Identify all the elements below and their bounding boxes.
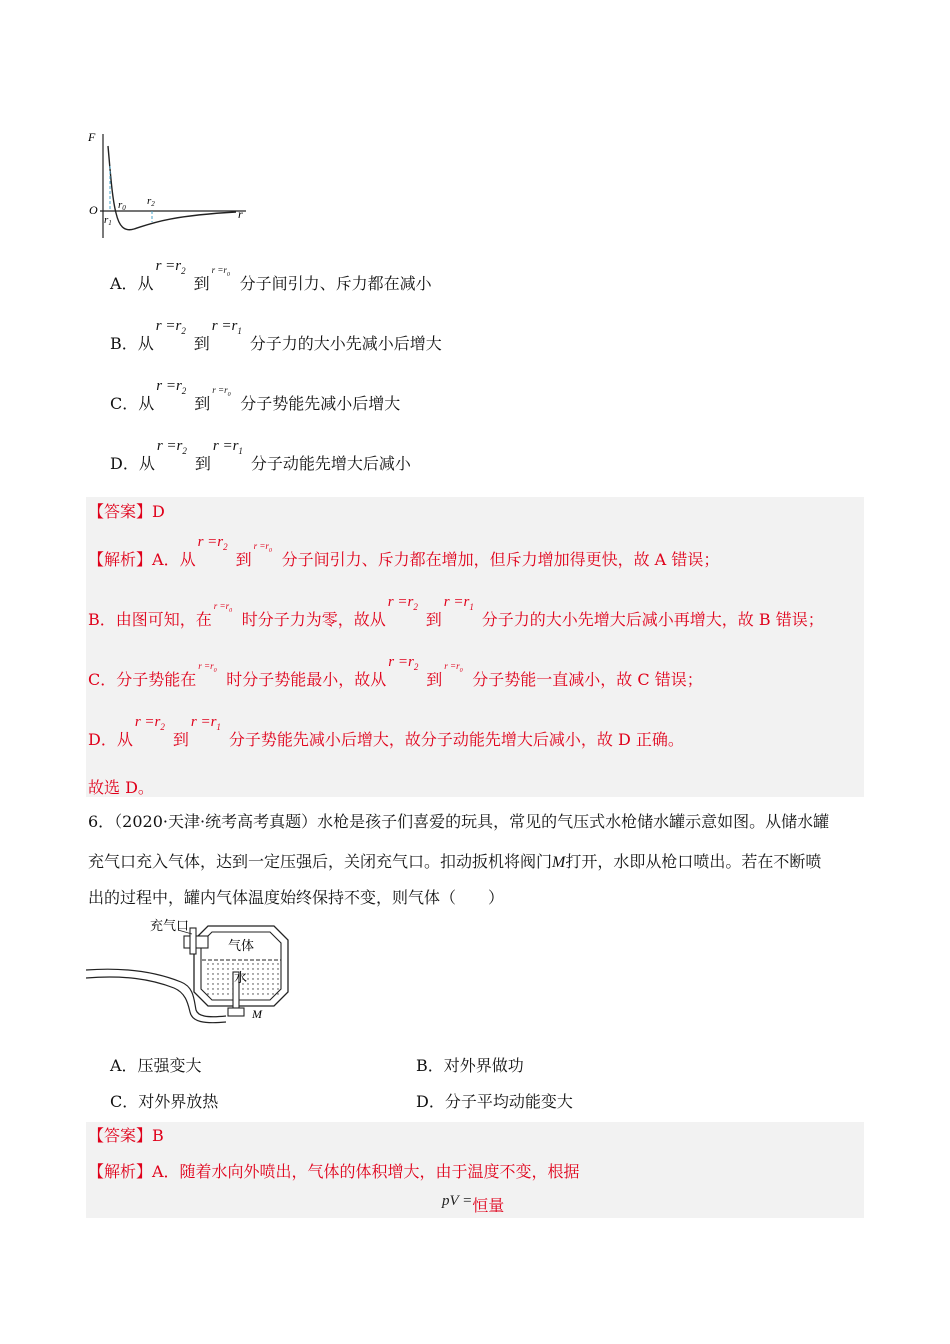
q5-answer: 【答案】D [88, 502, 165, 521]
q6-option-b: B．对外界做功 [416, 1056, 524, 1075]
q5-option-d: D．从 $r =r_2$ 到 $r =r_1$ 分子动能先增大后减小 [110, 438, 411, 473]
valve-label: M [252, 1007, 262, 1021]
water-gun-figure [86, 912, 302, 1034]
q5-analysis-c: C．分子势能在 $r =r_0$ 时分子势能最小，故从 $r =r_2$ 到 $r =r_0$ 分子势能一直减小，故 C 错误； [88, 654, 703, 689]
axis-f-label: F [88, 130, 96, 144]
q5-analysis-a: 【解析】A．从 $r =r_2$ 到 $r =r_0$ 分子间引力、斥力都在增加，但斥力增加得更快，故 A 错误； [88, 534, 720, 569]
q6-stem-line2: 充气口充入气体，达到一定压强后，关闭充气口。扣动扳机将阀门M打开，水即从枪口喷出。若在不断喷 [88, 852, 822, 871]
q6-option-c: C．对外界放热 [110, 1092, 219, 1111]
q6-analysis: 【解析】A．随着水向外喷出，气体的体积增大，由于温度不变，根据 [88, 1162, 580, 1181]
force-curve [108, 146, 236, 230]
axis-o-label: O [89, 203, 98, 217]
force-distance-graph [86, 128, 256, 238]
r1-label: r1 [104, 214, 112, 227]
water-label: 水 [234, 970, 248, 985]
inlet-label: 充气口 [150, 918, 190, 933]
q5-option-b: B．从 $r =r_2$ 到 $r =r_1$ 分子力的大小先减小后增大 [110, 318, 442, 353]
r0-label: r0 [118, 199, 126, 212]
q6-answer: 【答案】B [88, 1126, 164, 1145]
q5-analysis-d: D．从 $r =r_2$ 到 $r =r_1$ 分子势能先减小后增大，故分子动能先增大后减小，故 D 正确。 [88, 714, 684, 749]
q6-option-d: D．分子平均动能变大 [416, 1092, 573, 1111]
q6-stem-line3: 出的过程中，罐内气体温度始终保持不变，则气体（ ） [88, 888, 505, 907]
r2-label: r2 [147, 195, 155, 208]
gas-label: 气体 [228, 938, 255, 953]
inlet-cap [190, 928, 196, 954]
q5-option-c: C．从 $r =r_2$ 到 $r =r_0$ 分子势能先减小后增大 [110, 378, 401, 413]
q5-analysis-b: B．由图可知，在 $r =r_0$ 时分子力为零，故从 $r =r_2$ 到 $r =r_1$ 分子力的大小先增大后减小再增大，故 B 错误； [88, 594, 824, 629]
q5-option-a: A．从 $r =r_2$ 到 $r =r_0$ 分子间引力、斥力都在减小 [110, 258, 432, 293]
q5-conclusion: 故选 D。 [88, 778, 154, 797]
q6-formula: pV =恒量 [442, 1193, 505, 1215]
axis-r-label: r [238, 207, 243, 221]
q6-option-a: A．压强变大 [110, 1056, 202, 1075]
valve-m [228, 1008, 244, 1016]
q6-stem-line1: 6．（2020·天津·统考高考真题）水枪是孩子们喜爱的玩具，常见的气压式水枪储水罐示意如图。从储水罐 [88, 812, 830, 831]
